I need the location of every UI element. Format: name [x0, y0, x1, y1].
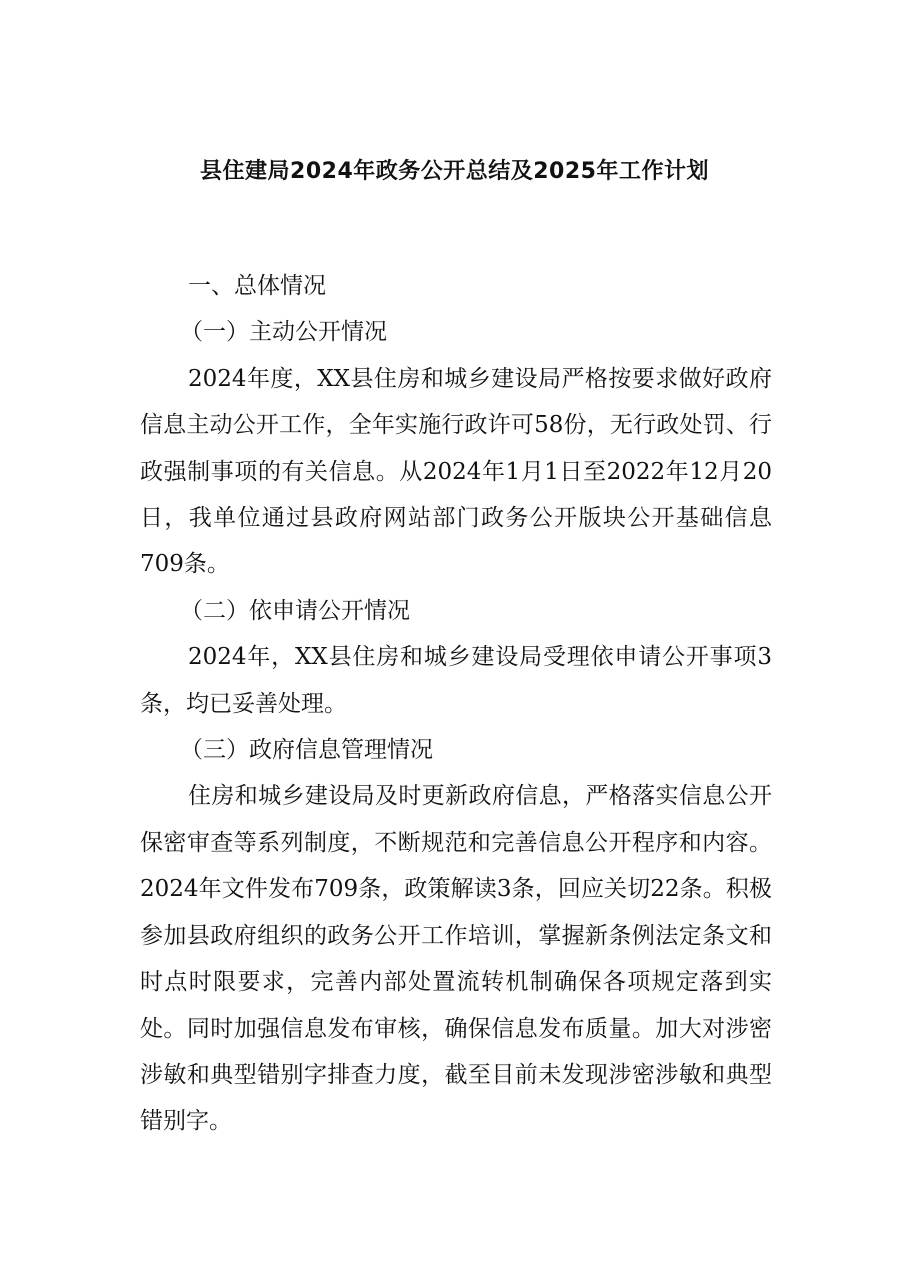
- subsection-heading-information-management: （三）政府信息管理情况: [180, 737, 433, 764]
- document-title: 县住建局2024年政务公开总结及2025年工作计划: [200, 159, 709, 184]
- subsection-heading-request-disclosure: （二）依申请公开情况: [180, 597, 410, 624]
- paragraph-request-disclosure: 2024年，XX县住房和城乡建设局受理依申请公开事项3条，均已妥善处理。: [140, 644, 772, 717]
- paragraph-information-management: 住房和城乡建设局及时更新政府信息，严格落实信息公开保密审查等系列制度，不断规范和完善信息公开程序和内容。2024年文件发布709条，政策解读3条，回应关切22条。积极参加县政府组织的政务公开工作培训，掌握新条例法定条文和时点时限要求，完善内部处置流转机制确保各项规定落到实处。同时加强信息发布审核，确保信息发布质量。加大对涉密涉敏和典型错别字排查力度，截至目前未发现涉密涉敏和典型错别字。: [140, 783, 772, 1135]
- document-body: [140, 263, 772, 1145]
- subsection-heading-proactive-disclosure: （一）主动公开情况: [180, 319, 387, 346]
- section-heading-overview: 一、总体情况: [188, 273, 326, 299]
- paragraph-proactive-disclosure: 2024年度，XX县住房和城乡建设局严格按要求做好政府信息主动公开工作，全年实施行政许可58份，无行政处罚、行政强制事项的有关信息。从2024年1月1日至2022年12月20日，我单位通过县政府网站部门政务公开版块公开基础信息709条。: [140, 365, 772, 578]
